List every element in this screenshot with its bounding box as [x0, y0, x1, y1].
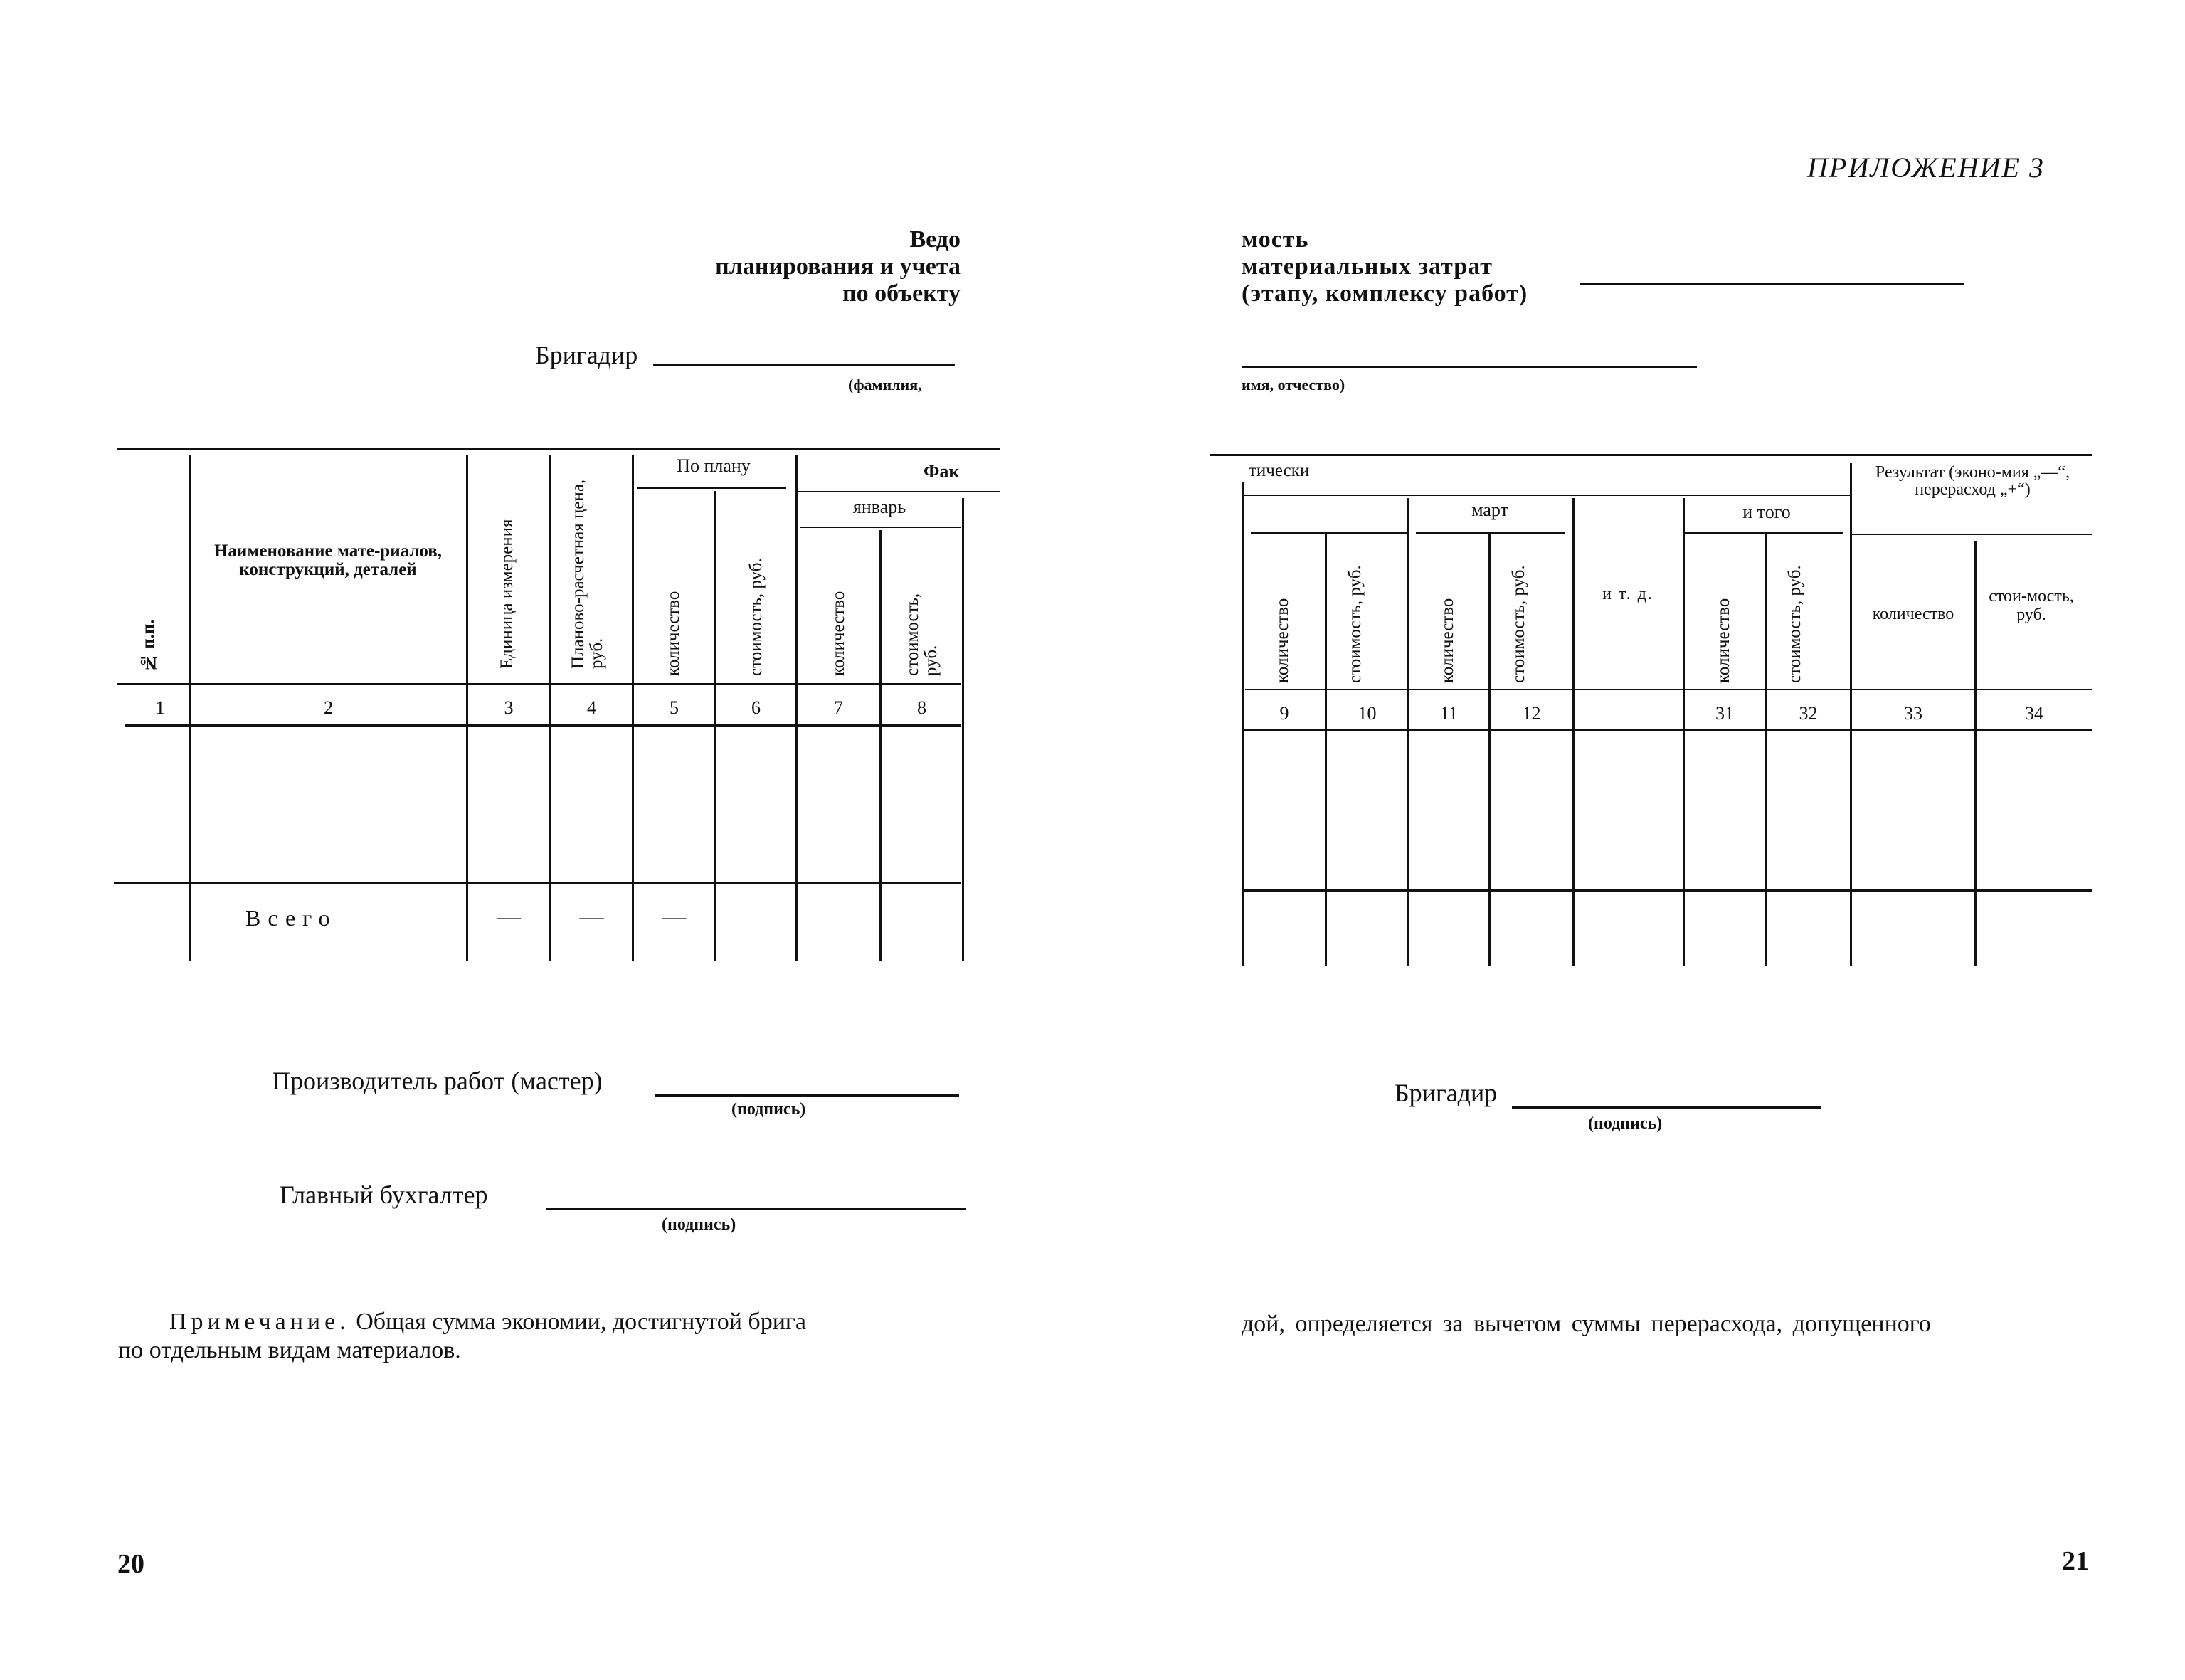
total-group-header: и того: [1742, 502, 1791, 522]
appendix-label: ПРИЛОЖЕНИЕ 3: [1807, 152, 2045, 184]
brigadier-top-label: Бригадир: [535, 341, 638, 369]
col-number: 10: [1358, 703, 1377, 724]
dash-cell: —: [662, 904, 687, 930]
col-name-header: Наименование мате-риалов, конструкций, деталей: [213, 541, 442, 579]
note-text-left2: по отдельным видам материалов.: [118, 1337, 461, 1363]
col-price-header: Планово-расчетная цена, руб.: [568, 479, 606, 669]
title-left-line3: по объекту: [842, 280, 961, 307]
brigadier-sign-line[interactable]: [1512, 1078, 1821, 1109]
col-number: 4: [587, 697, 596, 718]
group-fact-header: Фак: [924, 461, 960, 482]
etc-header: и т. д.: [1602, 585, 1654, 603]
col-number: 33: [1904, 703, 1922, 724]
note-text-left: Общая сумма экономии, достигнутой брига: [356, 1309, 806, 1335]
page-number-right: 21: [2062, 1546, 2089, 1576]
total-label: Всего: [245, 905, 337, 931]
title-left: [498, 226, 961, 307]
col-number: 3: [504, 697, 514, 718]
col-number: 2: [324, 697, 333, 718]
title-right-line2: материальных затрат: [1242, 253, 1493, 280]
brigadier-name-line[interactable]: [653, 340, 955, 366]
title-left-line1: Ведо: [909, 226, 961, 253]
accountant-hint: (подпись): [662, 1215, 736, 1234]
col-number: 7: [834, 697, 843, 718]
col-total-cost: стоимость, руб.: [1785, 565, 1804, 683]
object-line[interactable]: [1580, 283, 1964, 285]
brigadier-name-line-right[interactable]: [1242, 342, 1697, 368]
brigadier-hint: (подпись): [1588, 1114, 1663, 1133]
col-number: 6: [751, 697, 761, 718]
col-fact-qty: количество: [829, 591, 848, 676]
col-unit-header: Единица измерения: [497, 519, 517, 669]
page-number-left: 20: [117, 1549, 144, 1579]
col-number: 11: [1439, 703, 1459, 724]
col-fact-cost: стоимость, руб.: [903, 593, 941, 676]
month-mar-header: март: [1471, 500, 1508, 520]
title-right-line3: (этапу, комплексу работ): [1242, 280, 1528, 307]
group-plan-header: По плану: [677, 455, 751, 476]
accountant-label: Главный бухгалтер: [280, 1180, 488, 1209]
col-number: 5: [670, 697, 679, 718]
note-left: [118, 1308, 966, 1365]
col-mar-qty: количество: [1438, 598, 1457, 683]
month-jan-header: январь: [852, 497, 906, 517]
brigadier-hint-left: (фамилия,: [848, 376, 922, 393]
title-right: [1242, 226, 1528, 307]
col-number: 1: [155, 697, 165, 718]
dash-cell: —: [497, 904, 521, 930]
col-number: 31: [1715, 703, 1734, 724]
note-label: Примечание.: [169, 1309, 350, 1335]
col-total-qty: количество: [1714, 598, 1733, 683]
col-mar-prev-cost: стоимость, руб.: [1345, 565, 1365, 683]
col-plan-cost: стоимость, руб.: [746, 558, 766, 676]
col-number: 34: [2025, 703, 2043, 724]
col-mar-prev-qty: количество: [1273, 598, 1292, 683]
foreman-label: Производитель работ (мастер): [272, 1067, 603, 1095]
col-num-header: № п.п.: [139, 619, 158, 672]
result-header: Результат (эконо-мия „—“, перерасход „+“): [1875, 463, 2070, 499]
dash-cell: —: [579, 904, 604, 930]
foreman-hint: (подпись): [731, 1100, 806, 1119]
col-plan-qty: количество: [664, 591, 683, 676]
col-res-cost: стои-мость, руб.: [1989, 587, 2074, 624]
accountant-sign-line[interactable]: [546, 1180, 966, 1210]
col-mar-cost: стоимость, руб.: [1509, 565, 1528, 683]
title-right-line1: мость: [1242, 226, 1309, 253]
foreman-sign-line[interactable]: [655, 1066, 959, 1097]
note-text-right: дой, определяется за вычетом суммы перерасхода, допущенного: [1242, 1311, 1931, 1337]
col-number: 9: [1279, 703, 1289, 724]
title-left-line2: планирования и учета: [715, 253, 961, 280]
brigadier-hint-right: имя, отчество): [1242, 376, 1345, 393]
group-fact-header-right: тически: [1249, 461, 1310, 480]
col-res-qty: количество: [1872, 605, 1954, 623]
col-number: 32: [1799, 703, 1818, 724]
brigadier-bottom-label: Бригадир: [1395, 1079, 1498, 1107]
col-number: 12: [1522, 703, 1541, 724]
col-number: 8: [917, 697, 926, 718]
